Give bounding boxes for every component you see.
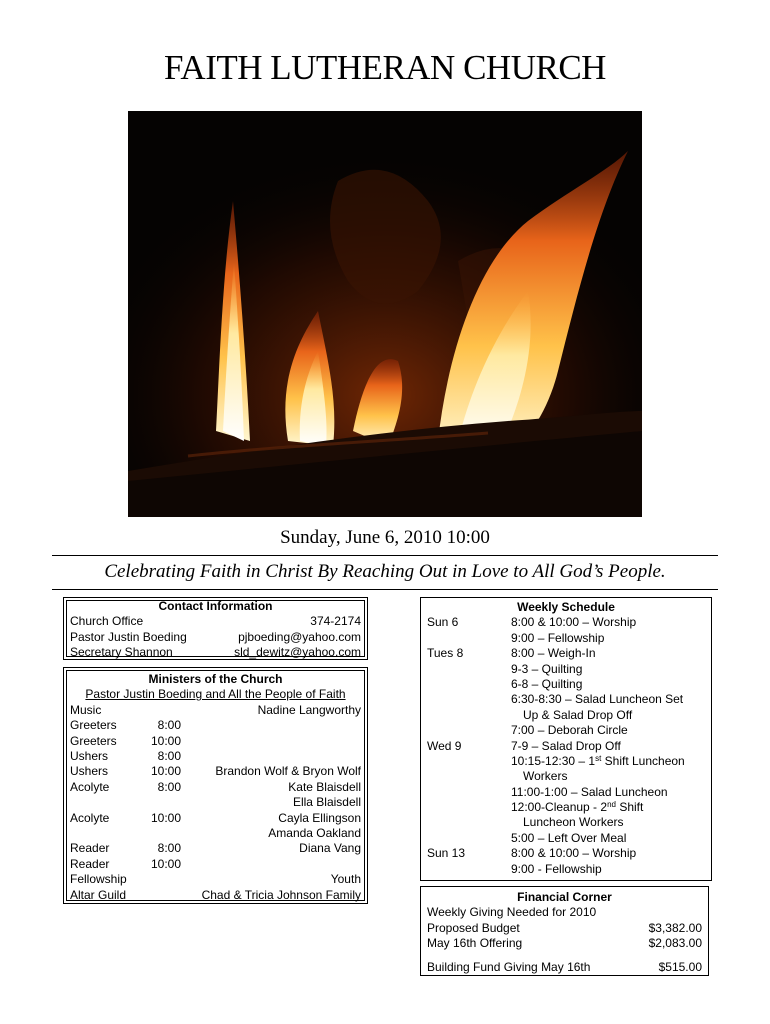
- service-date: Sunday, June 6, 2010 10:00: [280, 527, 490, 548]
- schedule-item: Luncheon Workers: [523, 815, 624, 830]
- minister-time: 8:00: [157, 841, 181, 856]
- minister-role: Music: [70, 702, 102, 717]
- schedule-item: 7:00 – Deborah Circle: [511, 723, 628, 738]
- minister-role: Acolyte: [70, 779, 110, 794]
- schedule-row: [427, 631, 705, 646]
- ministers-box: [63, 667, 368, 904]
- financial-line1: Weekly Giving Needed for 2010: [427, 905, 597, 920]
- schedule-heading: Weekly Schedule: [517, 600, 615, 614]
- schedule-item: 11:00-1:00 – Salad Luncheon: [511, 784, 668, 799]
- minister-names: Cayla Ellingson: [278, 810, 361, 825]
- financial-value: $2,083.00: [648, 936, 702, 951]
- minister-time: 10:00: [150, 856, 181, 871]
- contact-value: pjboeding@yahoo.com: [238, 629, 361, 644]
- minister-time: 10:00: [150, 733, 181, 748]
- financial-row: [427, 921, 702, 936]
- schedule-row: [427, 692, 705, 707]
- schedule-row: [427, 785, 705, 800]
- minister-row: [70, 749, 361, 764]
- schedule-row: [427, 846, 705, 861]
- contact-label: Secretary Shannon: [70, 645, 173, 660]
- contact-row: [70, 614, 361, 629]
- minister-time: 8:00: [157, 748, 181, 763]
- schedule-row: [427, 646, 705, 661]
- contact-row: [70, 645, 361, 660]
- minister-names: Ella Blaisdell: [292, 795, 361, 810]
- minister-row: [70, 795, 361, 810]
- schedule-row: [427, 615, 705, 630]
- schedule-item: 12:00-Cleanup - 2nd Shift: [511, 800, 644, 815]
- minister-role: Greeters: [70, 718, 117, 733]
- financial-label: May 16th Offering: [427, 936, 523, 951]
- schedule-item: 9:00 – Fellowship: [511, 630, 605, 645]
- schedule-row: [427, 754, 705, 769]
- contact-row: [70, 630, 361, 645]
- schedule-row: [427, 662, 705, 677]
- minister-names: Amanda Oakland: [268, 825, 361, 840]
- minister-names: Brandon Wolf & Bryon Wolf: [215, 764, 361, 779]
- minister-time: 8:00: [157, 718, 181, 733]
- contact-label: Pastor Justin Boeding: [70, 629, 187, 644]
- minister-row: [70, 718, 361, 733]
- minister-row: [70, 888, 361, 903]
- minister-row: [70, 780, 361, 795]
- ministers-heading: Ministers of the Church: [148, 672, 283, 686]
- schedule-item: 9:00 - Fellowship: [511, 861, 602, 876]
- minister-row: [70, 703, 361, 718]
- schedule-row: [427, 708, 705, 723]
- schedule-row: [427, 800, 705, 815]
- minister-names: Nadine Langworthy: [257, 702, 361, 717]
- contact-value: 374-2174: [310, 614, 361, 629]
- building-fund-label: Building Fund Giving May 16th: [427, 959, 591, 974]
- minister-names: Youth: [330, 872, 361, 887]
- schedule-row: [427, 862, 705, 877]
- schedule-item: 6:30-8:30 – Salad Luncheon Set: [511, 692, 684, 707]
- financial-row: [427, 936, 702, 951]
- schedule-item: 6-8 – Quilting: [511, 676, 583, 691]
- schedule-day: Sun 13: [427, 846, 466, 861]
- minister-names: Chad & Tricia Johnson Family: [201, 887, 361, 902]
- schedule-row: [427, 739, 705, 754]
- minister-row: [70, 872, 361, 887]
- schedule-row: [427, 723, 705, 738]
- schedule-rows: [427, 615, 705, 877]
- schedule-item: 9-3 – Quilting: [511, 661, 583, 676]
- minister-row: [70, 811, 361, 826]
- minister-rows: [70, 703, 361, 903]
- minister-role: Ushers: [70, 748, 109, 763]
- minister-row: [70, 826, 361, 841]
- financial-rows: [427, 921, 702, 952]
- minister-role: Greeters: [70, 733, 117, 748]
- minister-time: 10:00: [150, 764, 181, 779]
- schedule-item: 8:00 – Weigh-In: [511, 646, 596, 661]
- building-fund-value: $515.00: [658, 959, 702, 974]
- financial-box: [420, 886, 709, 976]
- schedule-row: [427, 815, 705, 830]
- minister-names: Diana Vang: [299, 841, 361, 856]
- schedule-box: [420, 597, 712, 881]
- schedule-item: 7-9 – Salad Drop Off: [511, 738, 621, 753]
- building-fund-row: [427, 960, 702, 975]
- schedule-item: 8:00 & 10:00 – Worship: [511, 615, 637, 630]
- schedule-day: Wed 9: [427, 738, 462, 753]
- minister-role: Ushers: [70, 764, 109, 779]
- schedule-row: [427, 769, 705, 784]
- minister-role: Altar Guild: [70, 887, 127, 902]
- schedule-item: 10:15-12:30 – 1st Shift Luncheon: [511, 753, 685, 768]
- schedule-day: Sun 6: [427, 615, 459, 630]
- minister-row: [70, 764, 361, 779]
- schedule-item: Up & Salad Drop Off: [523, 707, 633, 722]
- schedule-item: 8:00 & 10:00 – Worship: [511, 846, 637, 861]
- minister-row: [70, 857, 361, 872]
- contact-box: [63, 597, 368, 660]
- fire-photo: [128, 111, 642, 517]
- financial-label: Proposed Budget: [427, 920, 520, 935]
- ministers-subheading: Pastor Justin Boeding and All the People of Faith: [85, 687, 346, 702]
- minister-role: Acolyte: [70, 810, 110, 825]
- minister-row: [70, 734, 361, 749]
- contact-value: sld_dewitz@yahoo.com: [234, 645, 361, 660]
- minister-time: 8:00: [157, 779, 181, 794]
- contact-rows: [70, 614, 361, 660]
- contact-heading: Contact Information: [158, 599, 273, 613]
- minister-row: [70, 841, 361, 856]
- schedule-item: Workers: [523, 769, 568, 784]
- minister-role: Reader: [70, 841, 110, 856]
- divider-bottom: [52, 589, 718, 590]
- minister-names: Kate Blaisdell: [288, 779, 361, 794]
- financial-heading: Financial Corner: [517, 890, 612, 904]
- motto: Celebrating Faith in Christ By Reaching Out in Love to All God’s People.: [104, 561, 666, 582]
- minister-time: 10:00: [150, 810, 181, 825]
- schedule-row: [427, 677, 705, 692]
- page-title: FAITH LUTHERAN CHURCH: [164, 48, 606, 87]
- schedule-day: Tues 8: [427, 646, 464, 661]
- financial-value: $3,382.00: [648, 920, 702, 935]
- schedule-item: 5:00 – Left Over Meal: [511, 830, 627, 845]
- minister-role: Reader: [70, 856, 110, 871]
- minister-role: Fellowship: [70, 872, 127, 887]
- schedule-row: [427, 831, 705, 846]
- contact-label: Church Office: [70, 614, 144, 629]
- divider-top: [52, 555, 718, 556]
